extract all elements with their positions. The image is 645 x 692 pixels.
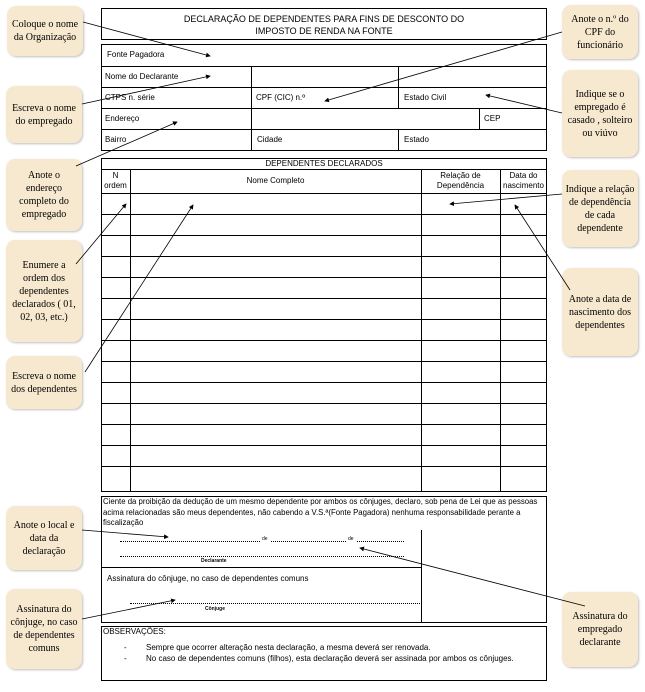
fonte-pagadora-label: Fonte Pagadora: [107, 50, 165, 59]
dependents-section-title: DEPENDENTES DECLARADOS: [265, 159, 383, 168]
observations-title: OBSERVAÇÕES:: [103, 627, 166, 636]
note-spouse-signature: Assinatura do cônjuge, no caso de dependentes comuns: [6, 589, 82, 669]
obs-dash-1: -: [124, 643, 127, 652]
note-relation: Indique a relação de dependência de cada dependente: [562, 170, 638, 247]
note-org: Coloque o nome da Organização: [7, 6, 83, 56]
note-employee-signature: Assinatura do empregado declarante: [562, 592, 638, 667]
declaration-text: Ciente da proibição da dedução de um mesmo dependente por ambos os cônjuges, declaro, sob pena de Lei que as pessoas acima relacionadas são meus dependentes, não cabendo a V.S.ª(Fonte Pagadora) nenhuma responsabilidade perante a fiscalização: [103, 497, 538, 527]
nome-declarante-label: Nome do Declarante: [105, 72, 179, 81]
arrow-org: [83, 22, 210, 56]
arrow-spouse-signature: [82, 600, 175, 619]
bairro-label: Bairro: [105, 135, 127, 144]
arrow-address: [76, 122, 177, 166]
form-title-line2: IMPOSTO DE RENDA NA FONTE: [255, 26, 393, 36]
obs-item-2: No caso de dependentes comuns (filhos), esta declaração deverá ser assinada por ambos os cônjuges.: [146, 654, 514, 663]
arrow-employee-name: [82, 76, 210, 104]
note-dep-names: Escreva o nome dos dependentes: [6, 356, 82, 409]
cep-label: CEP: [484, 114, 501, 123]
col-n-line2: ordem: [104, 181, 127, 190]
col-rel-line1: Relação de: [440, 171, 481, 180]
estado-label: Estado: [404, 135, 429, 144]
ctps-label: CTPS n. série: [105, 93, 155, 102]
note-birth: Anote a data de nascimento dos dependentes: [562, 268, 638, 356]
arrow-order: [76, 204, 126, 264]
col-n-line1: N: [112, 171, 119, 180]
note-place-date: Anote o local e data da declaração: [6, 506, 82, 570]
note-civil-status: Indique se o empregado é casado , solteiro ou viúvo: [562, 70, 638, 157]
note-order: Enumere a ordem dos dependentes declarados ( 01, 02, 03, etc.): [6, 240, 82, 342]
note-cpf: Anote o n.º do CPF do funcionário: [562, 5, 638, 59]
date-de-1: de: [262, 536, 268, 542]
cpf-label: CPF (CIC) n.º: [256, 93, 306, 102]
obs-dash-2: -: [124, 654, 127, 663]
endereco-label: Endereço: [105, 114, 140, 123]
arrow-place-date: [82, 530, 168, 537]
arrow-relation: [450, 194, 562, 204]
conjuge-signature-label: Assinatura do cônjuge, no caso de dependentes comuns: [107, 574, 309, 583]
col-date-line1: Data do: [509, 171, 538, 180]
cidade-label: Cidade: [257, 135, 283, 144]
arrow-cpf: [325, 32, 562, 101]
note-address: Anote o endereço completo do empregado: [6, 159, 82, 231]
col-date-line2: nascimento: [503, 181, 544, 190]
col-name-header: Nome Completo: [246, 176, 305, 185]
arrow-birth: [515, 205, 570, 290]
obs-item-1: Sempre que ocorrer alteração nesta declaração, a mesma deverá ser renovada.: [146, 643, 431, 652]
declarante-caption: Declarante: [201, 558, 227, 564]
estado-civil-label: Estado Civil: [404, 93, 447, 102]
arrow-employee-signature: [360, 548, 585, 606]
conjuge-caption: Cônjuge: [205, 606, 225, 612]
note-employee-name: Escreva o nome do empregado: [6, 86, 82, 143]
col-rel-line2: Dependência: [436, 181, 485, 190]
arrow-civil-status: [486, 95, 562, 113]
arrow-dep-names: [85, 205, 193, 372]
date-de-2: de: [348, 536, 354, 542]
form-title-line1: DECLARAÇÃO DE DEPENDENTES PARA FINS DE DESCONTO DO: [183, 14, 465, 24]
